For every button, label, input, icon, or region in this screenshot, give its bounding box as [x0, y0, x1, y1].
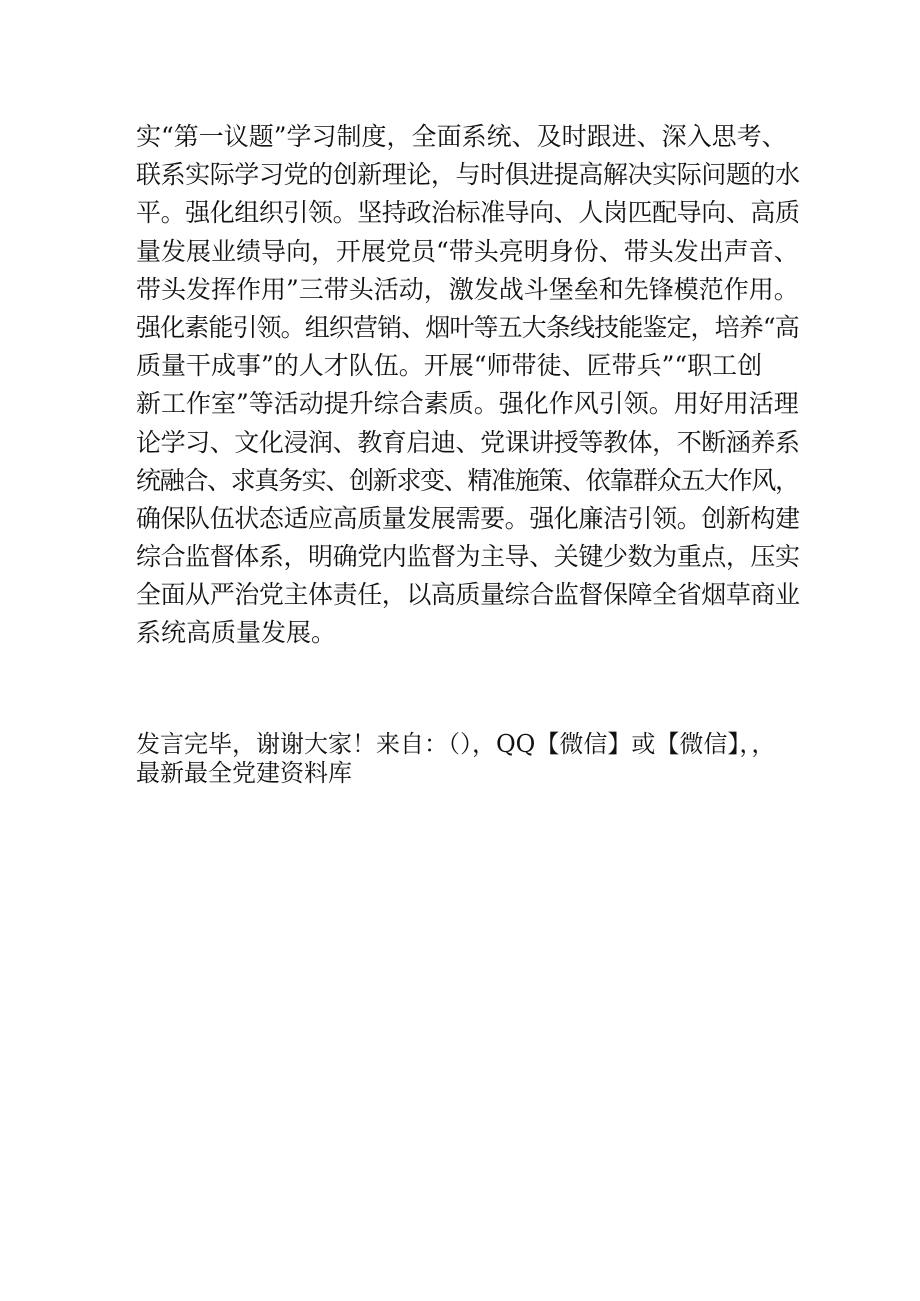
text-line: 强化素能引领。组织营销、烟叶等五大条线技能鉴定，培养“高 — [136, 312, 799, 342]
text-line: 联系实际学习党的创新理论，与时俱进提高解决实际问题的水 — [136, 160, 800, 190]
closing-remarks — [136, 730, 816, 788]
text-line: 统融合、求真务实、创新求变、精准施策、依靠群众五大作风， — [136, 465, 799, 495]
closing-source-line: 最新最全党建资料库 — [136, 759, 352, 787]
text-line: 论学习、文化浸润、教育启迪、党课讲授等教体，不断涵养系 — [136, 427, 800, 457]
text-line: 综合监督体系，明确党内监督为主导、关键少数为重点，压实 — [136, 542, 800, 572]
closing-line: 发言完毕，谢谢大家！来自：（），QQ【微信】或【微信】，， — [136, 730, 776, 758]
text-line: 系统高质量发展。 — [136, 618, 337, 648]
text-line: 实“第一议题”学习制度，全面系统、及时跟进、深入思考、 — [136, 122, 787, 151]
body-paragraph — [136, 118, 800, 653]
text-line: 质量干成事”的人才队伍。开展“师带徒、匠带兵”“职工创 — [136, 351, 763, 381]
text-line: 平。强化组织引领。坚持政治标准导向、人岗匹配导向、高质 — [136, 198, 800, 228]
text-line: 量发展业绩导向，开展党员“带头亮明身份、带头发出声音、 — [136, 236, 799, 266]
text-line: 带头发挥作用”三带头活动，激发战斗堡垒和先锋模范作用。 — [136, 274, 799, 304]
text-line: 新工作室”等活动提升综合素质。强化作风引领。用好用活理 — [136, 389, 799, 419]
text-line: 全面从严治党主体责任，以高质量综合监督保障全省烟草商业 — [136, 580, 800, 610]
text-line: 确保队伍状态适应高质量发展需要。强化廉洁引领。创新构建 — [136, 503, 800, 533]
